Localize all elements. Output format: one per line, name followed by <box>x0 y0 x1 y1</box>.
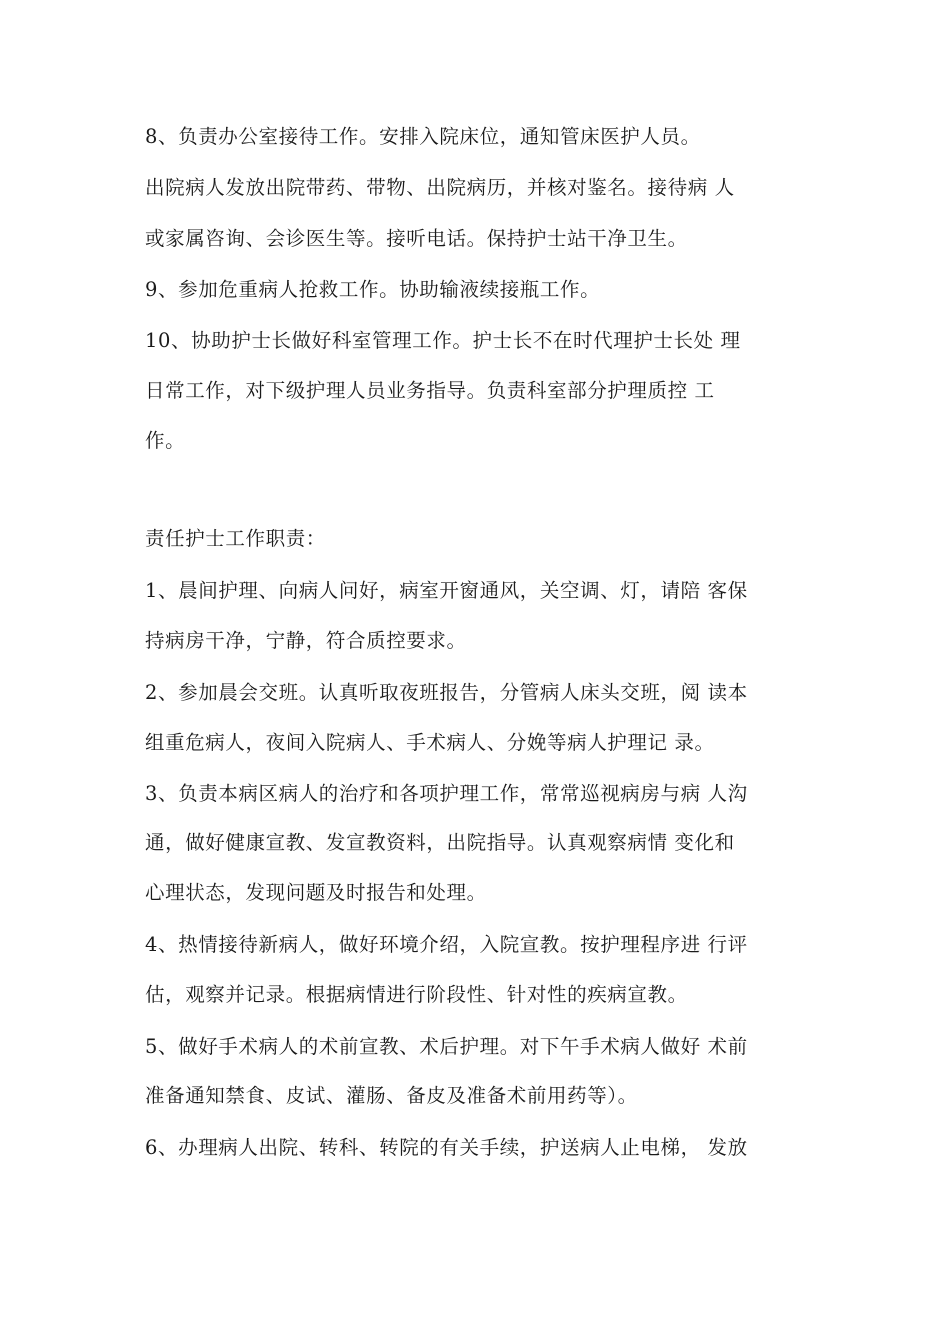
text-line-18: 5、做好手术病人的术前宣教、术后护理。对下午手术病人做好 术前 <box>145 1035 748 1058</box>
text-line-1: 8、负责办公室接待工作。安排入院床位，通知管床医护人员。 <box>145 125 701 148</box>
text-line-17: 估，观察并记录。根据病情进行阶段性、针对性的疾病宣教。 <box>145 983 688 1006</box>
text-line-15: 心理状态，发现问题及时报告和处理。 <box>145 881 487 904</box>
text-line-4: 9、参加危重病人抢救工作。协助输液续接瓶工作。 <box>145 278 601 301</box>
text-line-5: 10、协助护士长做好科室管理工作。护士长不在时代理护士长处 理 <box>145 329 741 352</box>
text-line-6: 日常工作，对下级护理人员业务指导。负责科室部分护理质控 工 <box>145 379 715 402</box>
text-line-2: 出院病人发放出院带药、带物、出院病历，并核对鉴名。接待病 人 <box>145 176 735 199</box>
text-line-13: 3、负责本病区病人的治疗和各项护理工作，常常巡视病房与病 人沟 <box>145 782 748 805</box>
text-line-3: 或家属咨询、会诊医生等。接听电话。保持护士站干净卫生。 <box>145 227 688 250</box>
section-heading: 责任护士工作职责： <box>145 527 326 550</box>
text-line-20: 6、办理病人出院、转科、转院的有关手续，护送病人止电梯， 发放 <box>145 1136 748 1159</box>
text-line-11: 2、参加晨会交班。认真听取夜班报告，分管病人床头交班，阅 读本 <box>145 681 748 704</box>
text-line-16: 4、热情接待新病人，做好环境介绍，入院宣教。按护理程序进 行评 <box>145 933 748 956</box>
text-line-9: 1、晨间护理、向病人问好，病室开窗通风，关空调、灯，请陪 客保 <box>145 579 748 602</box>
text-line-19: 准备通知禁食、皮试、灌肠、备皮及准备术前用药等）。 <box>145 1084 638 1107</box>
text-line-7: 作。 <box>145 429 186 452</box>
text-line-14: 通，做好健康宣教、发宣教资料，出院指导。认真观察病情 变化和 <box>145 831 735 854</box>
text-line-10: 持病房干净，宁静，符合质控要求。 <box>145 629 467 652</box>
text-line-12: 组重危病人，夜间入院病人、手术病人、分娩等病人护理记 录。 <box>145 731 715 754</box>
